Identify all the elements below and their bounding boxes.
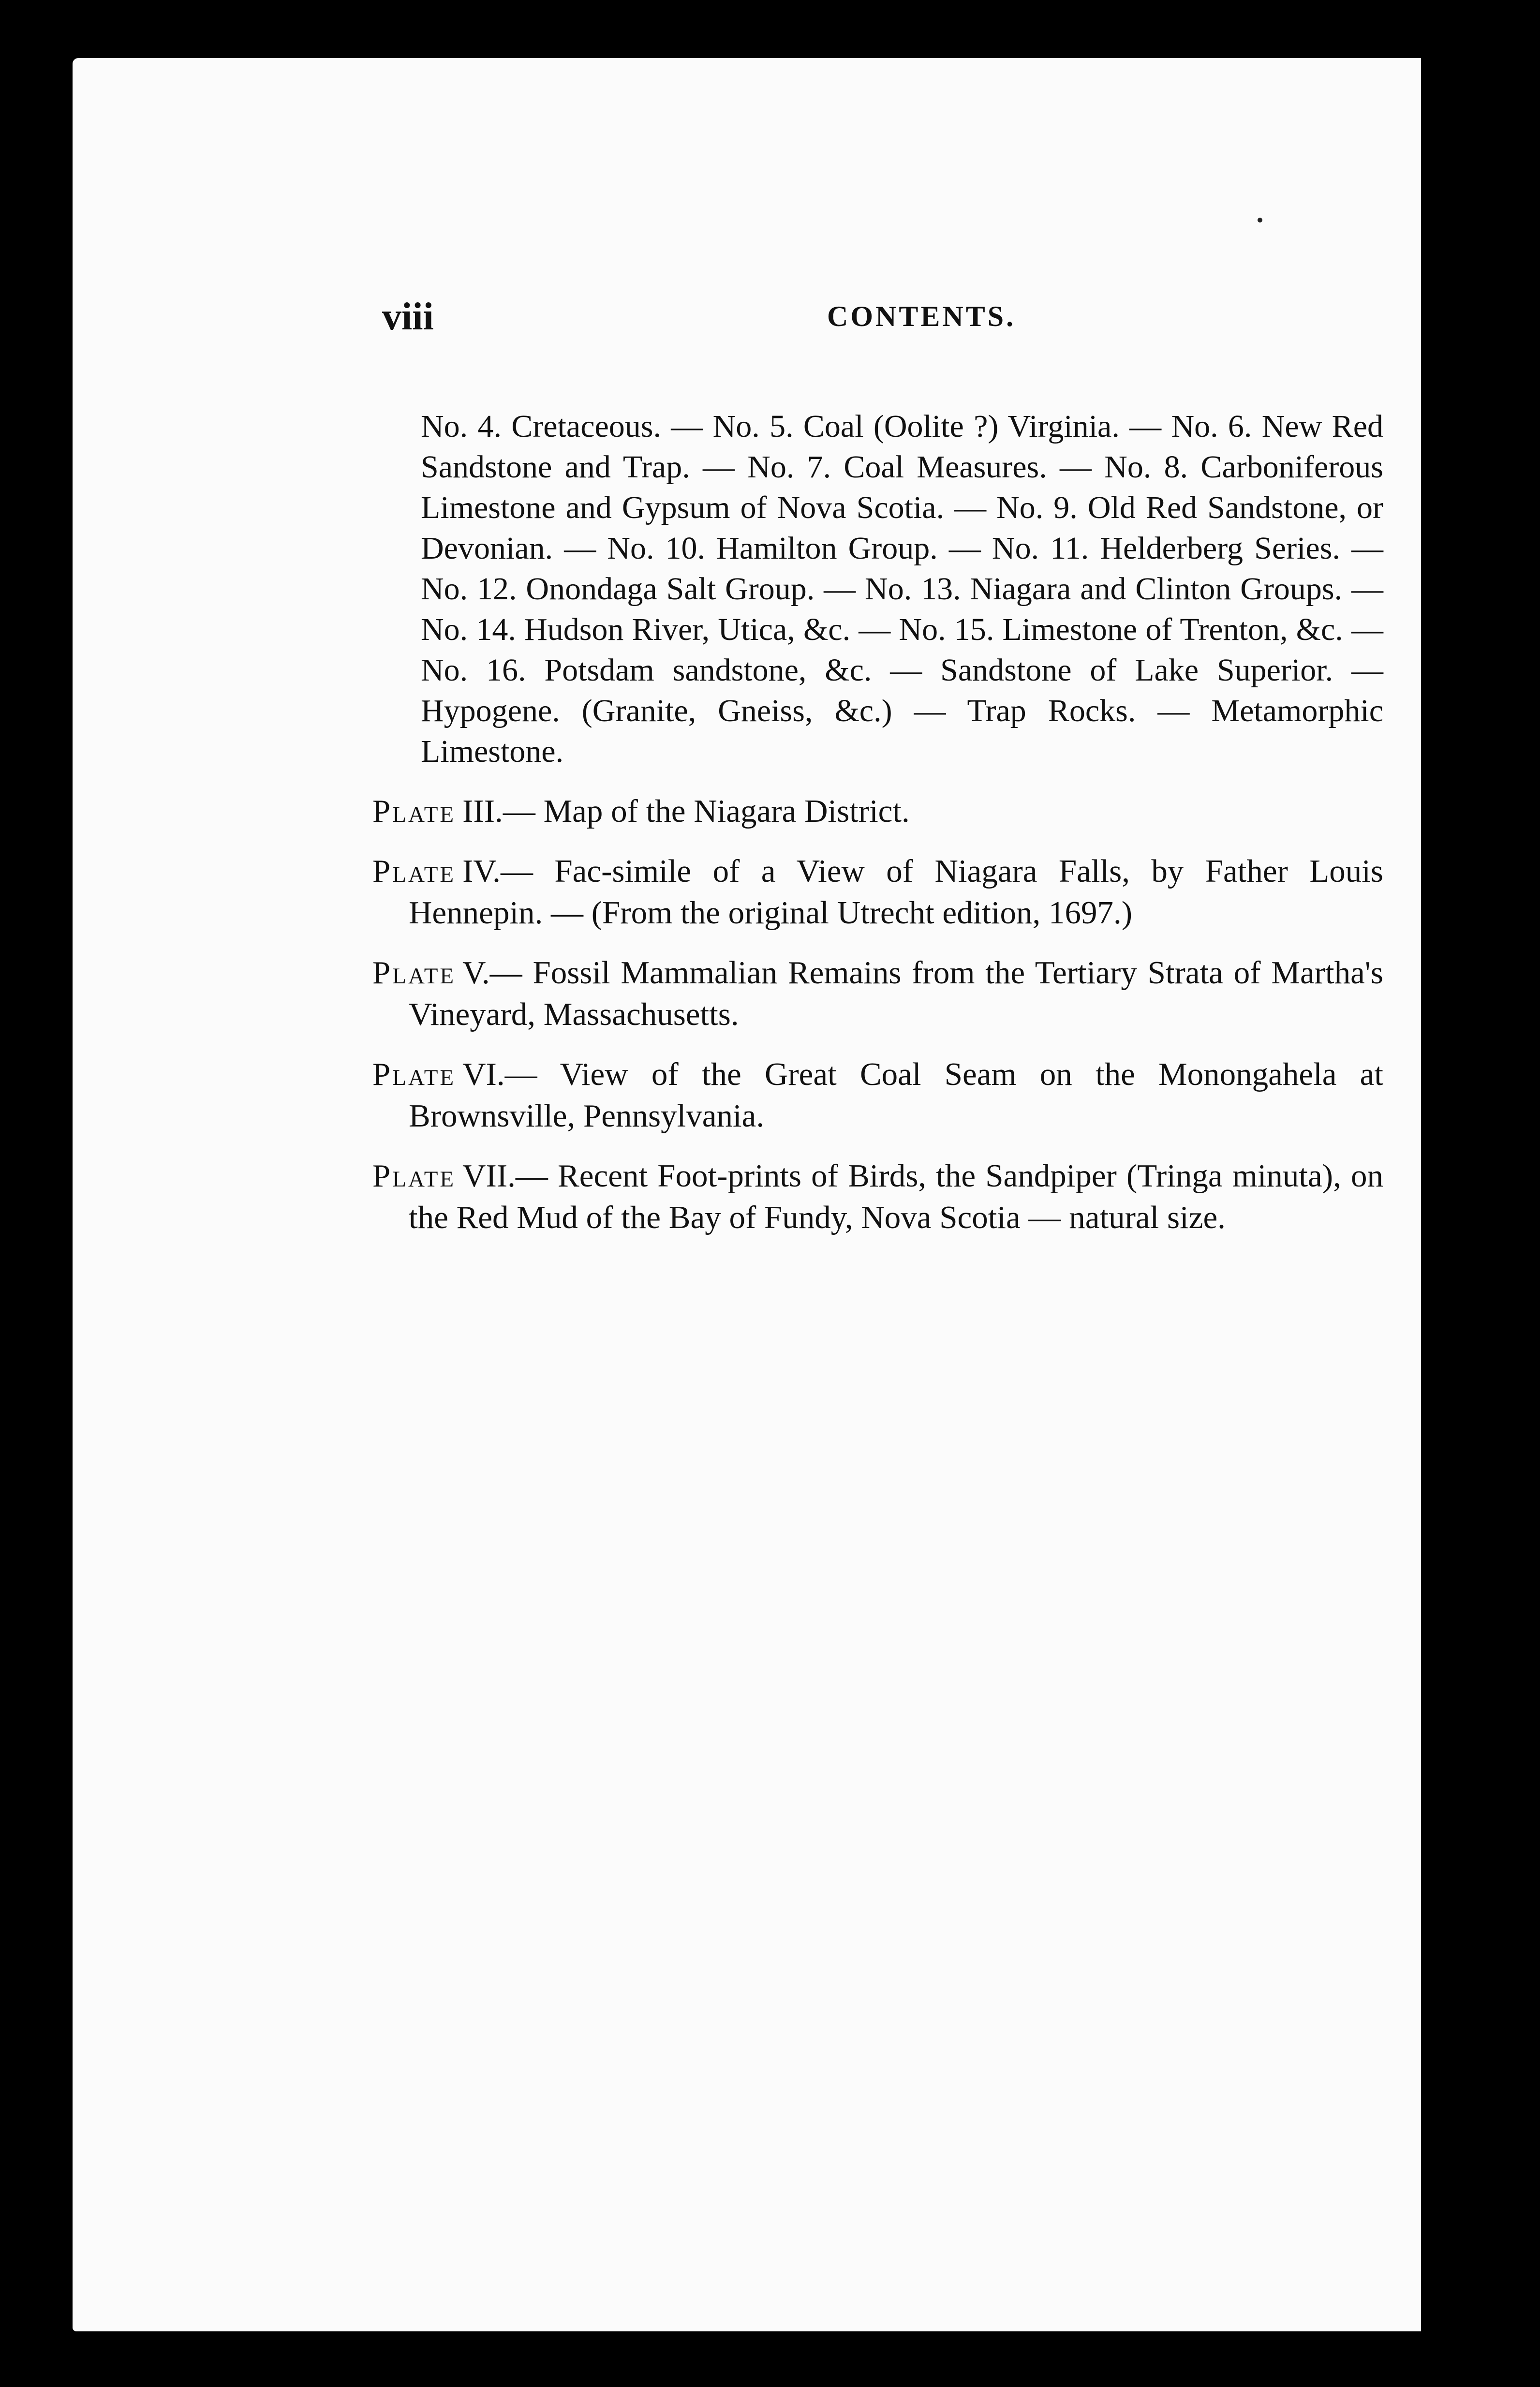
plate-entry-iv <box>372 850 1383 934</box>
plate-description: — Fossil Mammalian Remains from the Tertiary Strata of Martha's Vineyard, Massachusetts. <box>409 955 1383 1032</box>
plate-entry-vi <box>372 1053 1383 1137</box>
plate-label: Plate <box>372 1056 456 1092</box>
plate-label: Plate <box>372 793 456 829</box>
plate-number: VI. <box>462 1056 505 1092</box>
plate-number: III. <box>462 793 503 829</box>
contents-body <box>372 406 1383 1238</box>
running-head: CONTENTS. <box>827 300 1016 332</box>
plate-description: — Map of the Niagara District. <box>503 793 910 829</box>
plate-number: V. <box>462 955 490 991</box>
plate-entry-iii <box>372 790 1383 832</box>
plate-number: IV. <box>462 853 501 889</box>
plate-label: Plate <box>372 955 456 991</box>
ink-speck <box>1258 218 1262 222</box>
page-number: viii <box>382 296 434 338</box>
plate-ii-continuation: No. 4. Cretaceous. — No. 5. Coal (Oolite ?) Virginia. — No. 6. New Red Sandstone and Trap. — No. 7. Coal Measures. — No. 8. Carboniferous Limestone and Gypsum of Nova Scotia. — No. 9. Old Red Sandstone, or Devonian. — No. 10. Hamilton Group. — No. 11. Helderberg Series. — No. 12. Onondaga Salt Group. — No. 13. Niagara and Clinton Groups. — No. 14. Hudson River, Utica, &c. — No. 15. Limestone of Trenton, &c. — No. 16. Potsdam sandstone, &c. — Sandstone of Lake Superior. — Hypogene. (Granite, Gneiss, &c.) — Trap Rocks. — Metamorphic Limestone. <box>421 409 1383 769</box>
plate-number: VII. <box>462 1158 516 1194</box>
plate-description: — Fac-simile of a View of Niagara Falls, by Father Louis Hennepin. — (From the original Utrecht edition, 1697.) <box>409 853 1383 931</box>
plate-entry-vii <box>372 1155 1383 1238</box>
scan-edge <box>1421 58 1432 2331</box>
book-page <box>73 58 1432 2331</box>
plate-entry-v <box>372 952 1383 1035</box>
page-header <box>382 295 1398 353</box>
plate-description: — Recent Foot-prints of Birds, the Sandpiper (Tringa minuta), on the Red Mud of the Bay of Fundy, Nova Scotia — natural size. <box>409 1158 1383 1235</box>
plate-description: — View of the Great Coal Seam on the Monongahela at Brownsville, Pennsylvania. <box>409 1056 1383 1134</box>
plate-label: Plate <box>372 853 456 889</box>
plate-label: Plate <box>372 1158 456 1194</box>
